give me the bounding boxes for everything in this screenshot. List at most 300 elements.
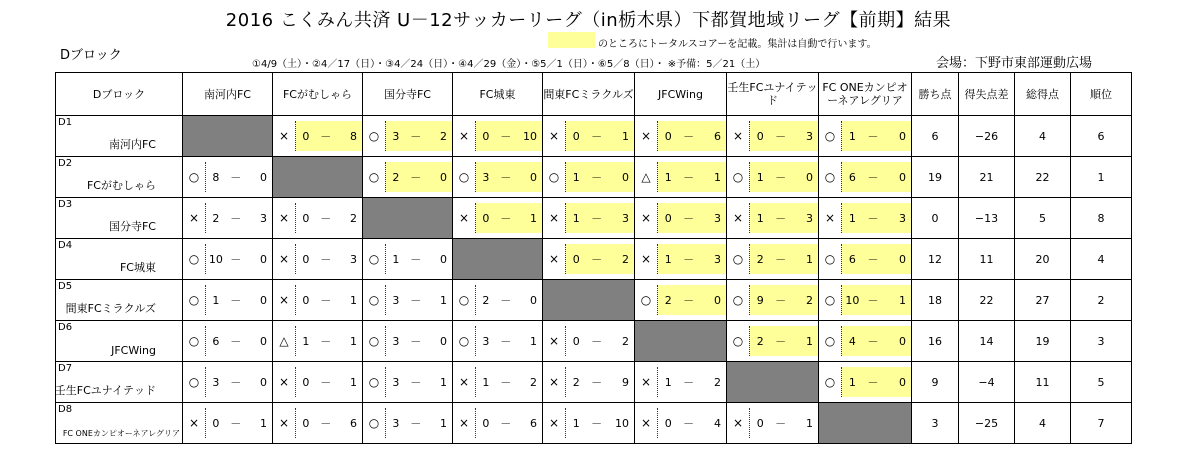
score-for: 1 [212,293,220,307]
score-dash: － [683,171,695,184]
venue-label: 会場：下野市東部運動広場 [936,56,1093,71]
match-result-cell [819,198,912,239]
table-row [56,362,1132,403]
score-against: 0 [259,375,267,389]
score-against: 0 [439,334,447,348]
score-for: 1 [572,416,580,430]
score-against: 2 [439,129,447,143]
col-header-team: 間東FCミラクルズ [543,73,635,116]
result-mark: × [458,375,470,389]
score-dash: － [775,294,787,307]
score-box [749,203,818,233]
match-result-cell [453,198,543,239]
score-against: 1 [259,416,267,430]
match-result-cell [727,239,819,280]
score-for: 0 [756,416,764,430]
score-against: 2 [529,375,537,389]
header-row [56,73,1132,116]
col-header-team: FC城東 [453,73,543,116]
score-for: 1 [848,375,856,389]
result-mark: ○ [824,129,836,143]
score-for: 0 [664,416,672,430]
match-result-cell [453,362,543,403]
stat-goals: 19 [1015,321,1071,362]
score-box [565,121,634,151]
stat-goals: 22 [1015,157,1071,198]
score-for: 2 [392,170,400,184]
result-mark: × [640,211,652,225]
match-result-cell [363,157,453,198]
stat-goals: 20 [1015,239,1071,280]
match-result-cell [183,198,273,239]
match-result-cell [819,157,912,198]
match-result-cell [543,198,635,239]
score-against: 1 [805,252,813,266]
score-against: 0 [259,293,267,307]
score-box [295,121,362,151]
self-match-cell [363,198,453,239]
score-dash: － [230,171,242,184]
score-for: 2 [756,252,764,266]
score-box [295,285,362,315]
score-dash: － [500,417,512,430]
score-dash: － [410,130,422,143]
score-for: 0 [302,129,310,143]
score-box [657,203,726,233]
score-box [657,285,726,315]
team-code: D2 [58,158,73,169]
result-mark: × [732,416,744,430]
self-match-cell [727,362,819,403]
result-mark: × [278,252,290,266]
match-result-cell [727,280,819,321]
score-against: 1 [621,129,629,143]
result-mark: × [548,375,560,389]
score-dash: － [867,335,879,348]
stat-rank: 7 [1071,403,1132,444]
result-mark: ○ [824,293,836,307]
row-header [56,239,183,280]
score-dash: － [591,130,603,143]
score-box [565,203,634,233]
match-result-cell [273,362,363,403]
score-for: 1 [302,334,310,348]
score-against: 2 [621,334,629,348]
result-mark: × [278,129,290,143]
result-mark: × [458,211,470,225]
score-box [385,121,452,151]
score-dash: － [867,294,879,307]
score-for: 3 [392,334,400,348]
score-against: 0 [898,334,906,348]
stat-goals: 5 [1015,198,1071,239]
result-mark: × [458,416,470,430]
stat-goal-diff: −25 [959,403,1015,444]
score-for: 9 [756,293,764,307]
stat-rank: 5 [1071,362,1132,403]
score-against: 1 [439,416,447,430]
results-table [55,72,1132,444]
result-mark: ○ [368,252,380,266]
result-mark: × [548,416,560,430]
score-against: 6 [349,416,357,430]
stat-points: 3 [912,403,959,444]
score-for: 10 [208,252,223,266]
score-box [749,326,818,356]
result-mark: × [548,129,560,143]
score-against: 1 [805,416,813,430]
team-name: 南河内FC [108,138,156,151]
score-against: 3 [898,211,906,225]
match-result-cell [273,239,363,280]
score-box [565,162,634,192]
result-mark: ○ [732,170,744,184]
score-for: 0 [756,129,764,143]
score-box [385,162,452,192]
score-box [657,244,726,274]
col-header-points: 勝ち点 [912,73,959,116]
score-box [749,408,818,438]
score-dash: － [591,253,603,266]
self-match-cell [543,280,635,321]
score-box [475,203,542,233]
row-header [56,280,183,321]
score-dash: － [230,253,242,266]
team-code: D4 [58,240,73,251]
score-dash: － [410,335,422,348]
score-box [295,203,362,233]
score-dash: － [591,171,603,184]
score-box [841,326,911,356]
stat-goal-diff: 22 [959,280,1015,321]
score-for: 2 [482,293,490,307]
legend-swatch [548,32,595,48]
score-dash: － [591,335,603,348]
score-dash: － [683,130,695,143]
match-result-cell [727,321,819,362]
stat-goal-diff: 11 [959,239,1015,280]
score-for: 0 [572,129,580,143]
score-for: 1 [572,170,580,184]
score-dash: － [500,294,512,307]
match-result-cell [183,157,273,198]
table-row [56,403,1132,444]
match-result-cell [543,362,635,403]
score-against: 3 [349,252,357,266]
match-result-cell [363,116,453,157]
stat-points: 12 [912,239,959,280]
self-match-cell [183,116,273,157]
result-mark: × [640,375,652,389]
stat-rank: 1 [1071,157,1132,198]
team-code: D8 [58,404,73,415]
score-against: 2 [805,293,813,307]
score-dash: － [500,130,512,143]
score-against: 0 [259,252,267,266]
match-result-cell [183,239,273,280]
score-dash: － [775,171,787,184]
stat-goal-diff: 21 [959,157,1015,198]
score-dash: － [867,171,879,184]
match-dates: ①4/9（土）・②4／17（日）・③4／24（日）・④4／29（金）・⑤5／1（日）・⑥5／8（日）・ ※予備：5／21（土） [252,59,766,70]
result-mark: ○ [188,170,200,184]
match-result-cell [727,403,819,444]
score-against: 4 [713,416,721,430]
score-box [475,162,542,192]
team-code: D1 [58,117,73,128]
score-against: 1 [439,375,447,389]
score-box [657,408,726,438]
score-dash: － [410,253,422,266]
stat-goal-diff: −13 [959,198,1015,239]
score-box [295,408,362,438]
score-box [295,326,362,356]
score-box [205,408,272,438]
result-mark: ○ [732,334,744,348]
score-against: 2 [621,252,629,266]
score-against: 1 [439,293,447,307]
match-result-cell [727,116,819,157]
score-box [205,244,272,274]
result-mark: × [458,129,470,143]
match-result-cell [363,280,453,321]
score-box [749,162,818,192]
score-for: 0 [302,293,310,307]
col-header-team: 南河内FC [183,73,273,116]
score-box [475,367,542,397]
score-dash: － [320,130,332,143]
score-dash: － [683,212,695,225]
team-name: FC城東 [119,261,156,274]
result-mark: × [278,293,290,307]
score-for: 1 [756,211,764,225]
score-against: 0 [439,170,447,184]
score-dash: － [775,417,787,430]
score-against: 10 [614,416,629,430]
score-against: 9 [621,375,629,389]
row-header [56,157,183,198]
col-header-team: FCがむしゃら [273,73,363,116]
team-code: D3 [58,199,73,210]
match-result-cell [543,321,635,362]
score-for: 0 [664,211,672,225]
score-against: 1 [349,375,357,389]
block-label: Dブロック [60,48,122,63]
score-against: 2 [349,211,357,225]
score-for: 3 [392,375,400,389]
result-mark: × [732,129,744,143]
stat-goal-diff: −26 [959,116,1015,157]
score-box [385,285,452,315]
team-code: D5 [58,281,73,292]
score-box [657,367,726,397]
score-box [841,203,911,233]
stat-points: 19 [912,157,959,198]
score-for: 0 [302,252,310,266]
score-box [749,244,818,274]
result-mark: ○ [824,334,836,348]
score-dash: － [230,212,242,225]
score-box [841,367,911,397]
score-box [841,121,911,151]
result-mark: ○ [368,375,380,389]
self-match-cell [635,321,727,362]
result-mark: ○ [732,252,744,266]
col-header-rank: 順位 [1071,73,1132,116]
score-dash: － [775,212,787,225]
score-dash: － [867,212,879,225]
score-dash: － [320,253,332,266]
result-mark: ○ [368,334,380,348]
match-result-cell [363,321,453,362]
score-for: 3 [392,416,400,430]
result-mark: × [278,211,290,225]
score-against: 0 [898,129,906,143]
stat-points: 6 [912,116,959,157]
stat-rank: 3 [1071,321,1132,362]
match-result-cell [543,157,635,198]
result-mark: × [640,416,652,430]
score-for: 1 [392,252,400,266]
result-mark: ○ [640,293,652,307]
team-name: JFCWing [111,344,156,357]
result-mark: ○ [188,334,200,348]
match-result-cell [273,116,363,157]
score-for: 6 [848,252,856,266]
result-mark: × [188,416,200,430]
result-mark: ○ [368,416,380,430]
result-mark: ○ [368,129,380,143]
table-row [56,198,1132,239]
score-against: 0 [259,334,267,348]
score-dash: － [591,212,603,225]
score-dash: － [591,376,603,389]
match-result-cell [273,198,363,239]
score-box [565,244,634,274]
score-against: 3 [259,211,267,225]
match-result-cell [727,157,819,198]
score-for: 0 [572,334,580,348]
score-dash: － [230,335,242,348]
result-mark: ○ [824,375,836,389]
score-box [475,326,542,356]
score-against: 0 [713,293,721,307]
stat-goals: 11 [1015,362,1071,403]
result-mark: ○ [732,293,744,307]
score-against: 6 [529,416,537,430]
score-for: 1 [664,375,672,389]
score-for: 8 [212,170,220,184]
score-box [205,326,272,356]
self-match-cell [273,157,363,198]
result-mark: × [640,252,652,266]
row-header [56,321,183,362]
score-box [205,162,272,192]
score-dash: － [500,171,512,184]
score-dash: － [500,335,512,348]
stat-points: 16 [912,321,959,362]
score-against: 10 [522,129,537,143]
score-for: 0 [482,211,490,225]
match-result-cell [819,239,912,280]
score-box [657,121,726,151]
result-mark: × [548,252,560,266]
score-for: 6 [848,170,856,184]
result-mark: ○ [548,170,560,184]
match-result-cell [453,403,543,444]
score-against: 0 [898,375,906,389]
score-for: 3 [392,129,400,143]
score-against: 1 [713,170,721,184]
score-box [295,367,362,397]
corner-header: Dブロック [56,73,183,116]
score-against: 1 [529,334,537,348]
match-result-cell [453,280,543,321]
col-header-goal-diff: 得失点差 [959,73,1015,116]
match-result-cell [363,239,453,280]
match-result-cell [363,362,453,403]
result-mark: ○ [368,170,380,184]
score-dash: － [230,294,242,307]
legend-text: のところにトータルスコアーを記載。集計は自動で行います。 [598,39,877,50]
match-result-cell [727,198,819,239]
stat-points: 9 [912,362,959,403]
score-against: 8 [349,129,357,143]
match-result-cell [635,280,727,321]
score-dash: － [500,376,512,389]
score-dash: － [320,212,332,225]
table-row [56,157,1132,198]
score-for: 10 [845,293,860,307]
match-result-cell [363,403,453,444]
result-mark: ○ [458,334,470,348]
score-against: 3 [805,129,813,143]
result-mark: ○ [458,293,470,307]
match-result-cell [543,403,635,444]
stat-goals: 4 [1015,116,1071,157]
score-box [205,203,272,233]
table-row [56,239,1132,280]
result-mark: × [548,211,560,225]
score-box [475,408,542,438]
result-mark: ○ [368,293,380,307]
match-result-cell [453,116,543,157]
score-against: 0 [805,170,813,184]
score-box [205,367,272,397]
score-dash: － [775,130,787,143]
result-mark: × [824,211,836,225]
score-for: 2 [212,211,220,225]
score-box [749,285,818,315]
table-row [56,116,1132,157]
score-dash: － [775,253,787,266]
row-header [56,116,183,157]
score-dash: － [320,335,332,348]
stat-goal-diff: −4 [959,362,1015,403]
score-dash: － [591,417,603,430]
score-for: 2 [756,334,764,348]
match-result-cell [819,116,912,157]
score-dash: － [230,376,242,389]
score-dash: － [683,253,695,266]
result-mark: ○ [188,375,200,389]
stat-rank: 4 [1071,239,1132,280]
col-header-goals: 総得点 [1015,73,1071,116]
score-dash: － [410,376,422,389]
score-against: 0 [529,293,537,307]
team-name: 間東FCミラクルズ [65,302,156,315]
score-dash: － [867,130,879,143]
